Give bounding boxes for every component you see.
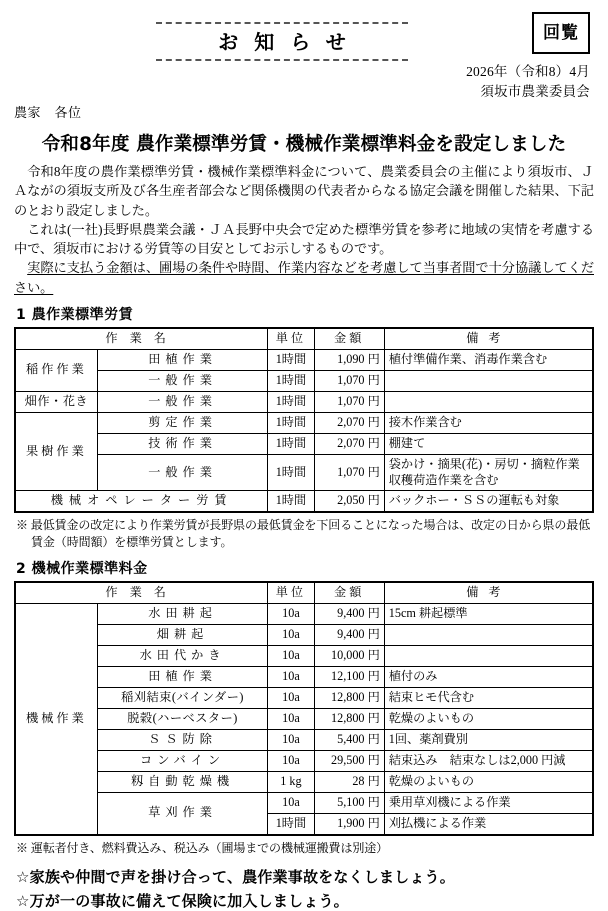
row-note: 結束込み 結束なしは2,000 円減: [384, 750, 593, 771]
row-amount: 2,050 円: [314, 491, 384, 512]
row-note: 乗用草刈機による作業: [384, 792, 593, 813]
row-note: 結束ヒモ代含む: [384, 687, 593, 708]
row-unit: 1時間: [268, 813, 314, 834]
intro-paragraph-1: 令和8年度の農作業標準労賃・機械作業標準料金について、農業委員会の主催により須坂市、ＪＡながの須坂支所及び各生産者部会など関係機関の代表者からなる協定会議を開催した結果、下記のとおり設定しました。: [14, 164, 594, 218]
row-group-label: 果樹作業: [15, 412, 97, 491]
document-header: [14, 0, 594, 120]
row-unit: 10a: [268, 666, 314, 687]
row-work-name: 畑耕起: [97, 624, 268, 645]
col-header-unit: 単位: [268, 582, 314, 603]
row-note: 棚建て: [384, 433, 593, 454]
banner-title-block: [156, 22, 408, 61]
row-unit: 10a: [268, 708, 314, 729]
row-work-name: 水田代かき: [97, 645, 268, 666]
row-note: バックホー・ＳＳの運転も対象: [384, 491, 593, 512]
row-work-name: 剪定作業: [97, 412, 268, 433]
row-note-line-1: 袋かけ・摘果(花)・房切・摘粒作業: [388, 456, 580, 471]
table-row: [15, 491, 593, 512]
section-1-heading: 1 農作業標準労賃: [16, 306, 134, 323]
row-amount: 5,400 円: [314, 729, 384, 750]
row-work-name: 技術作業: [97, 433, 268, 454]
row-work-name: ＳＳ防除: [97, 729, 268, 750]
row-unit: 1 kg: [268, 771, 314, 792]
row-note: [384, 391, 593, 412]
col-header-amount: 金額: [314, 582, 384, 603]
row-note: 乾燥のよいもの: [384, 771, 593, 792]
table-row: [15, 370, 593, 391]
intro-paragraph-2: これは(一社)長野県農業会議・ＪＡ長野中央会で定めた標準労賃を参考に地域の実情を考慮する中で、須坂市における労賃等の目安としてお示しするものです。: [14, 221, 594, 257]
col-header-unit: 単位: [268, 328, 314, 349]
row-amount: 1,900 円: [314, 813, 384, 834]
section-2-heading: 2 機械作業標準料金: [16, 560, 148, 577]
row-amount: 28 円: [314, 771, 384, 792]
row-note-line-2: 収穫荷造作業を含む: [388, 472, 499, 487]
row-work-name: 一般作業: [97, 454, 268, 491]
row-amount: 9,400 円: [314, 624, 384, 645]
slogan-1: ☆家族や仲間で声を掛け合って、農作業事故をなくしましょう。: [16, 868, 455, 887]
table-header-row: [15, 328, 593, 349]
machine-rate-table: [14, 581, 594, 836]
addressee: 農家 各位: [14, 105, 82, 120]
row-note: 15cm 耕起標準: [384, 603, 593, 624]
row-amount: 2,070 円: [314, 433, 384, 454]
page-title: 令和8年度 農作業標準労賃・機械作業標準料金を設定しました: [41, 134, 567, 155]
row-note: [384, 454, 593, 491]
row-work-name: 機械オペレーター労賃: [15, 491, 268, 512]
row-unit: 10a: [268, 729, 314, 750]
row-unit: 1時間: [268, 391, 314, 412]
row-unit: 1時間: [268, 370, 314, 391]
table-row: [15, 349, 593, 370]
row-unit: 10a: [268, 603, 314, 624]
col-header-note: 備考: [384, 328, 593, 349]
row-work-name: 稲刈結束(バインダー): [97, 687, 268, 708]
row-amount: 1,070 円: [314, 454, 384, 491]
col-header-note: 備考: [384, 582, 593, 603]
row-amount: 5,100 円: [314, 792, 384, 813]
col-header-work: 作業名: [15, 328, 268, 349]
row-group-label: 機械作業: [15, 603, 97, 834]
row-work-name: コンバイン: [97, 750, 268, 771]
row-work-name: 脱穀(ハーベスター): [97, 708, 268, 729]
row-note: [384, 624, 593, 645]
slogan-2: ☆万が一の事故に備えて保険に加入しましょう。: [16, 892, 349, 911]
issue-date: 2026年（令和8）4月: [466, 64, 590, 79]
row-work-name: 田植作業: [97, 666, 268, 687]
section-1-footnote: ※ 最低賃金の改定により作業労賃が長野県の最低賃金を下回ることになった場合は、改定の日から県の最低賃金（時間額）を標準労賃とします。: [16, 518, 591, 550]
labor-rate-table: [14, 327, 594, 513]
row-amount: 12,800 円: [314, 708, 384, 729]
table-row: [15, 792, 593, 813]
row-note: [384, 370, 593, 391]
row-amount: 10,000 円: [314, 645, 384, 666]
table-row: [15, 645, 593, 666]
row-unit: 10a: [268, 687, 314, 708]
circulation-stamp: [532, 12, 590, 54]
row-work-name: 田植作業: [97, 349, 268, 370]
table-row: [15, 603, 593, 624]
row-unit: 10a: [268, 750, 314, 771]
table-row: [15, 708, 593, 729]
row-amount: 2,070 円: [314, 412, 384, 433]
banner-title: お知らせ: [218, 30, 362, 54]
row-unit: 1時間: [268, 491, 314, 512]
table-row: [15, 687, 593, 708]
row-work-name: 一般作業: [97, 370, 268, 391]
row-amount: 1,070 円: [314, 370, 384, 391]
section-2-footnote: ※ 運転者付き、燃料費込み、税込み（圃場までの機械運搬費は別途）: [16, 840, 389, 855]
row-work-name: 籾自動乾燥機: [97, 771, 268, 792]
row-note: 植付準備作業、消毒作業含む: [384, 349, 593, 370]
row-amount: 12,800 円: [314, 687, 384, 708]
row-unit: 1時間: [268, 433, 314, 454]
col-header-work: 作業名: [15, 582, 268, 603]
issuer-name: 須坂市農業委員会: [480, 83, 590, 99]
row-amount: 12,100 円: [314, 666, 384, 687]
row-unit: 10a: [268, 792, 314, 813]
table-row: [15, 412, 593, 433]
row-group-label: 稲作作業: [15, 349, 97, 391]
table-header-row: [15, 582, 593, 603]
row-note: 1回、薬剤費別: [384, 729, 593, 750]
table-row: [15, 624, 593, 645]
row-amount: 9,400 円: [314, 603, 384, 624]
issue-info: [466, 62, 590, 101]
row-note: 植付のみ: [384, 666, 593, 687]
row-unit: 10a: [268, 624, 314, 645]
row-note: 乾燥のよいもの: [384, 708, 593, 729]
circulation-label: 回覧: [543, 22, 579, 43]
row-work-name: 水田耕起: [97, 603, 268, 624]
row-unit: 1時間: [268, 454, 314, 491]
row-note: [384, 645, 593, 666]
table-row: [15, 666, 593, 687]
row-amount: 1,090 円: [314, 349, 384, 370]
row-amount: 1,070 円: [314, 391, 384, 412]
table-row: [15, 454, 593, 491]
row-group-label: 畑作・花き: [15, 391, 97, 412]
row-note: 接木作業含む: [384, 412, 593, 433]
intro-paragraph-3: 実際に支払う金額は、圃場の条件や時間、作業内容などを考慮して当事者間で十分協議してください。: [14, 260, 594, 295]
table-row: [15, 771, 593, 792]
row-unit: 1時間: [268, 349, 314, 370]
table-row: [15, 729, 593, 750]
table-row: [15, 433, 593, 454]
col-header-amount: 金額: [314, 328, 384, 349]
row-work-name: 一般作業: [97, 391, 268, 412]
row-note: 刈払機による作業: [384, 813, 593, 834]
table-row: [15, 391, 593, 412]
table-row: [15, 750, 593, 771]
row-work-name: 草刈作業: [97, 792, 268, 834]
row-amount: 29,500 円: [314, 750, 384, 771]
row-unit: 10a: [268, 645, 314, 666]
row-unit: 1時間: [268, 412, 314, 433]
